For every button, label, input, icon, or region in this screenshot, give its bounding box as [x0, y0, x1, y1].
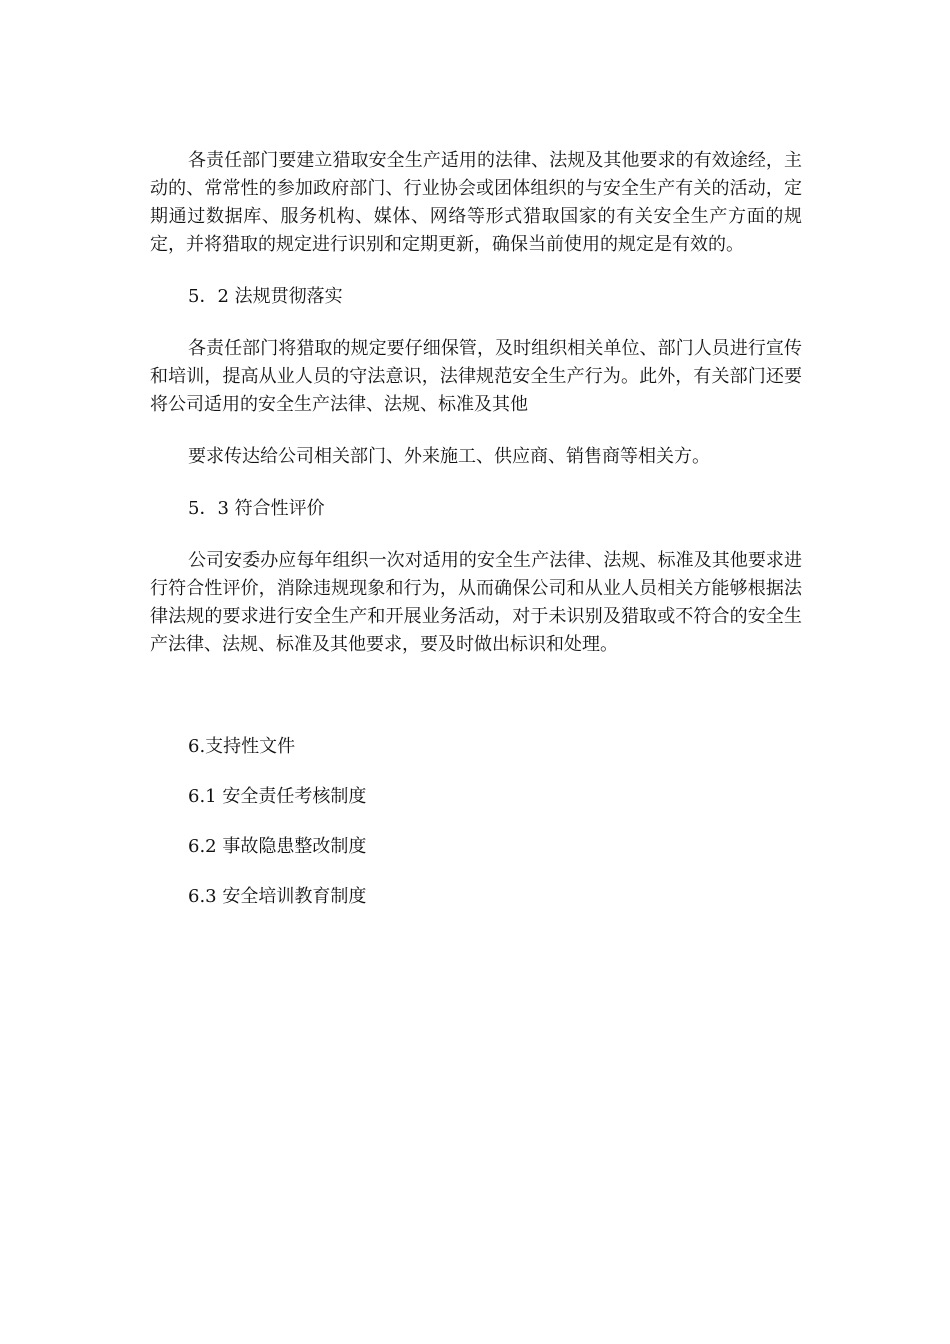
spacer	[150, 259, 802, 283]
spacer	[150, 861, 802, 883]
section-heading-5-2: 5．2 法规贯彻落实	[188, 286, 343, 307]
paragraph-communicate-requirements: 要求传达给公司相关部门、外来施工、供应商、销售商等相关方。	[188, 446, 710, 467]
paragraph-legal-acquisition: 各责任部门要建立猎取安全生产适用的法律、法规及其他要求的有效途经，主动的、常常性的参加政府部门、行业协会或团体组织的与安全生产有关的活动，定期通过数据库、服务机构、媒体、网络等形式猎取国家的有关安全生产方面的规定，并将猎取的规定进行识别和定期更新，确保当前使用的规定是有效的。	[150, 150, 802, 255]
paragraph-regulation-implementation: 各责任部门将猎取的规定要仔细保管，及时组织相关单位、部门人员进行宣传和培训，提高从业人员的守法意识，法律规范安全生产行为。此外，有关部门还要将公司适用的安全生产法律、法规、标准及其他	[150, 338, 802, 415]
document-page	[150, 147, 802, 911]
spacer	[150, 311, 802, 335]
section-heading-5-3: 5．3 符合性评价	[188, 498, 325, 519]
spacer	[150, 523, 802, 547]
section-heading-6: 6.支持性文件	[188, 736, 296, 757]
supporting-doc-6-3: 6.3 安全培训教育制度	[188, 886, 367, 907]
spacer	[150, 419, 802, 443]
spacer	[150, 471, 802, 495]
spacer	[150, 811, 802, 833]
supporting-doc-6-2: 6.2 事故隐患整改制度	[188, 836, 367, 857]
spacer	[150, 761, 802, 783]
supporting-doc-6-1: 6.1 安全责任考核制度	[188, 786, 367, 807]
spacer	[150, 659, 802, 733]
paragraph-compliance-evaluation: 公司安委办应每年组织一次对适用的安全生产法律、法规、标准及其他要求进行符合性评价，消除违规现象和行为，从而确保公司和从业人员相关方能够根据法律法规的要求进行安全生产和开展业务活动，对于未识别及猎取或不符合的安全生产法律、法规、标准及其他要求，要及时做出标识和处理。	[150, 550, 802, 655]
